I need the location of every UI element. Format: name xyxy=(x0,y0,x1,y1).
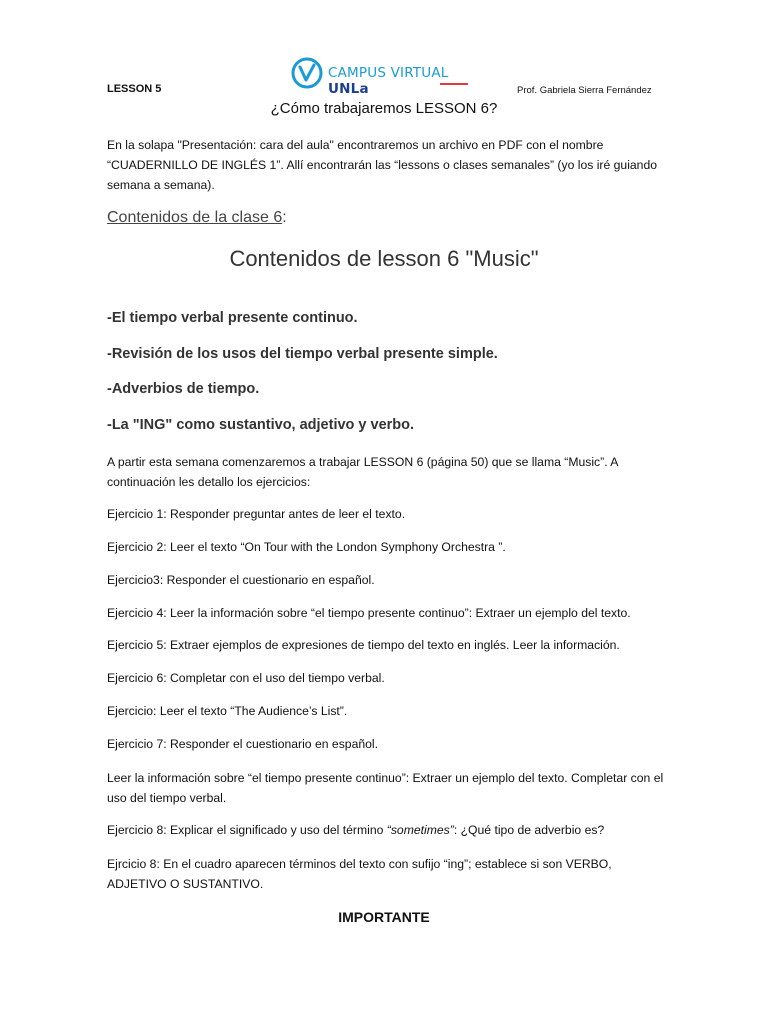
contents-label: Contenidos de la clase 6: xyxy=(107,209,287,226)
logo-text: CAMPUS VIRTUAL UNLa xyxy=(328,65,449,97)
exercise-item: Ejercicio: Leer el texto “The Audience’s List”. xyxy=(107,704,348,718)
campus-virtual-logo xyxy=(290,56,480,97)
topic-item: -Adverbios de tiempo. xyxy=(107,381,260,397)
exercise-item: Ejercicio 4: Leer la información sobre “el tiempo presente continuo”: Extraer un ejemplo del texto. xyxy=(107,606,631,620)
page-question: ¿Cómo trabajaremos LESSON 6? xyxy=(270,100,498,117)
exercise-8-item: Ejercicio 8: Explicar el significado y uso del término “sometimes”: ¿Qué tipo de adverbio es? xyxy=(107,823,605,837)
exercise-item: Ejercicio3: Responder el cuestionario en español. xyxy=(107,573,375,587)
intro-paragraph: En la solapa "Presentación: cara del aula" encontraremos un archivo en PDF con el nombre “CUADERNILLO DE INGLÉS 1”. Allí encontrarán las “lessons o clases semanales” (yo los iré guiando semana a semana). xyxy=(107,138,658,192)
important-heading: IMPORTANTE xyxy=(338,909,430,925)
exercise-item: Ejercicio 6: Completar con el uso del tiempo verbal. xyxy=(107,671,385,685)
topic-item: -Revisión de los usos del tiempo verbal presente simple. xyxy=(107,346,498,362)
exercise-item: Ejercicio 1: Responder preguntar antes de leer el texto. xyxy=(107,507,406,521)
exercise-item: Ejercicio 5: Extraer ejemplos de expresiones de tiempo del texto en inglés. Leer la información. xyxy=(107,638,620,652)
logo-underline xyxy=(440,83,468,85)
topic-item: -La "ING" como sustantivo, adjetivo y verbo. xyxy=(107,417,415,433)
professor-name: Prof. Gabriela Sierra Fernández xyxy=(517,85,652,96)
lesson-label: LESSON 5 xyxy=(107,83,162,95)
campus-logo-icon xyxy=(290,56,324,90)
exercise-item: Ejercicio 7: Responder el cuestionario en español. xyxy=(107,737,378,751)
week-intro-paragraph: A partir esta semana comenzaremos a trabajar LESSON 6 (página 50) que se llama “Music”. A continuación les detallo los ejercicios: xyxy=(107,455,618,489)
extra-paragraph: Leer la información sobre “el tiempo presente continuo”: Extraer un ejemplo del texto. Completar con el uso del tiempo verbal. xyxy=(107,771,664,805)
topic-item: -El tiempo verbal presente continuo. xyxy=(107,310,358,326)
exercise-item: Ejercicio 2: Leer el texto “On Tour with the London Symphony Orchestra ”. xyxy=(107,540,506,554)
exercise-8b-paragraph: Ejrcicio 8: En el cuadro aparecen términos del texto con sufijo “ing”; establece si son VERBO, ADJETIVO O SUSTANTIVO. xyxy=(107,857,612,891)
contents-title: Contenidos de lesson 6 "Music" xyxy=(229,246,539,271)
